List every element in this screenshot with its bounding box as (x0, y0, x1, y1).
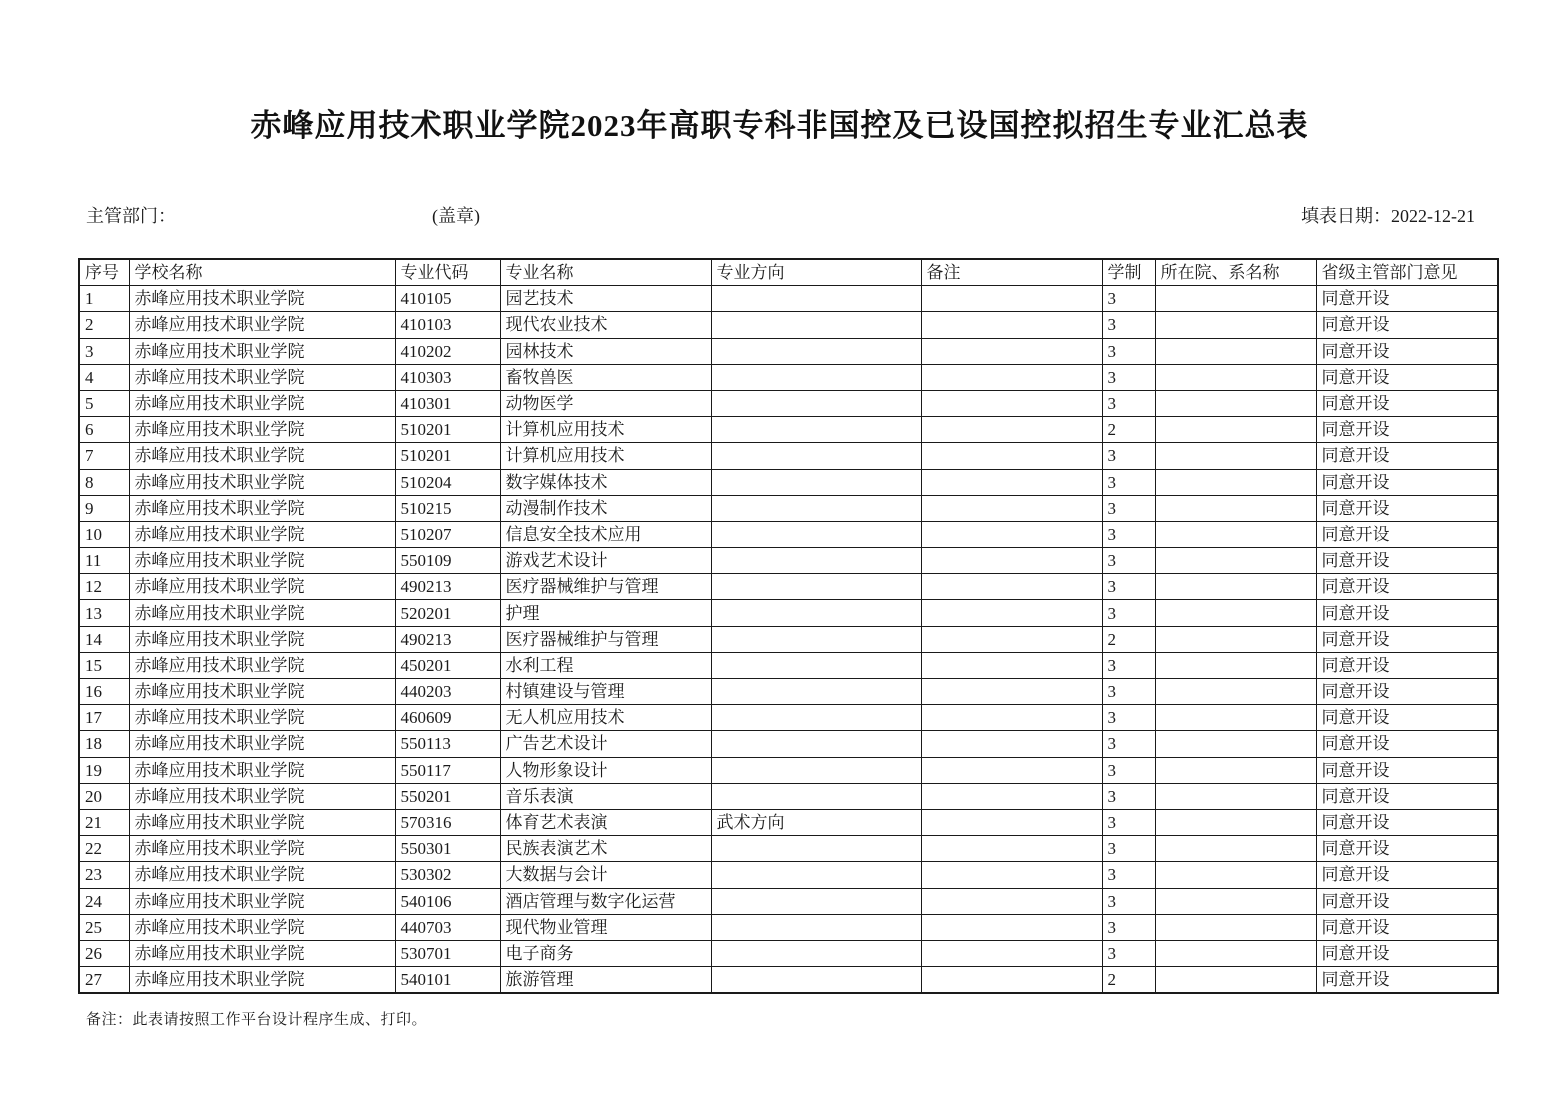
cell-remark (921, 548, 1102, 574)
cell-department-name (1155, 705, 1316, 731)
cell-seq: 2 (79, 312, 129, 338)
cell-department-name (1155, 286, 1316, 312)
cell-remark (921, 757, 1102, 783)
cell-department-name (1155, 783, 1316, 809)
cell-duration: 3 (1102, 731, 1155, 757)
cell-provincial-opinion: 同意开设 (1316, 548, 1498, 574)
cell-department-name (1155, 967, 1316, 994)
cell-remark (921, 417, 1102, 443)
cell-major-code: 510201 (395, 417, 500, 443)
cell-provincial-opinion: 同意开设 (1316, 652, 1498, 678)
cell-remark (921, 338, 1102, 364)
cell-major-code: 410105 (395, 286, 500, 312)
cell-provincial-opinion: 同意开设 (1316, 679, 1498, 705)
cell-school-name: 赤峰应用技术职业学院 (129, 967, 395, 994)
cell-provincial-opinion: 同意开设 (1316, 626, 1498, 652)
cell-duration: 3 (1102, 809, 1155, 835)
cell-major-code: 410202 (395, 338, 500, 364)
cell-major-code: 410301 (395, 390, 500, 416)
cell-major-direction (711, 574, 921, 600)
cell-remark (921, 521, 1102, 547)
cell-department-name (1155, 809, 1316, 835)
cell-school-name: 赤峰应用技术职业学院 (129, 495, 395, 521)
cell-seq: 5 (79, 390, 129, 416)
cell-school-name: 赤峰应用技术职业学院 (129, 940, 395, 966)
cell-department-name (1155, 757, 1316, 783)
cell-provincial-opinion: 同意开设 (1316, 312, 1498, 338)
cell-major-name: 信息安全技术应用 (500, 521, 711, 547)
cell-remark (921, 862, 1102, 888)
cell-major-direction (711, 731, 921, 757)
cell-major-direction (711, 940, 921, 966)
cell-seq: 4 (79, 364, 129, 390)
cell-duration: 3 (1102, 940, 1155, 966)
cell-major-name: 酒店管理与数字化运营 (500, 888, 711, 914)
cell-seq: 21 (79, 809, 129, 835)
cell-school-name: 赤峰应用技术职业学院 (129, 705, 395, 731)
cell-major-direction (711, 679, 921, 705)
cell-remark (921, 574, 1102, 600)
cell-major-direction (711, 862, 921, 888)
cell-school-name: 赤峰应用技术职业学院 (129, 626, 395, 652)
cell-department-name (1155, 574, 1316, 600)
cell-seq: 8 (79, 469, 129, 495)
cell-duration: 2 (1102, 626, 1155, 652)
seal-label: (盖章) (432, 206, 480, 226)
department-label: 主管部门： (86, 206, 176, 226)
cell-major-name: 人物形象设计 (500, 757, 711, 783)
cell-duration: 3 (1102, 390, 1155, 416)
table-row (79, 626, 1498, 652)
cell-duration: 3 (1102, 338, 1155, 364)
cell-provincial-opinion: 同意开设 (1316, 364, 1498, 390)
cell-major-code: 510207 (395, 521, 500, 547)
cell-provincial-opinion: 同意开设 (1316, 783, 1498, 809)
cell-school-name: 赤峰应用技术职业学院 (129, 338, 395, 364)
table-row (79, 705, 1498, 731)
table-row (79, 338, 1498, 364)
cell-department-name (1155, 495, 1316, 521)
cell-seq: 12 (79, 574, 129, 600)
cell-major-name: 园艺技术 (500, 286, 711, 312)
cell-school-name: 赤峰应用技术职业学院 (129, 390, 395, 416)
table-row (79, 443, 1498, 469)
cell-major-name: 民族表演艺术 (500, 836, 711, 862)
cell-school-name: 赤峰应用技术职业学院 (129, 783, 395, 809)
cell-duration: 3 (1102, 286, 1155, 312)
cell-seq: 19 (79, 757, 129, 783)
cell-major-direction (711, 757, 921, 783)
cell-major-name: 护理 (500, 600, 711, 626)
cell-duration: 3 (1102, 548, 1155, 574)
cell-major-name: 计算机应用技术 (500, 443, 711, 469)
cell-major-direction (711, 390, 921, 416)
cell-department-name (1155, 652, 1316, 678)
cell-major-name: 数字媒体技术 (500, 469, 711, 495)
cell-major-direction (711, 417, 921, 443)
cell-seq: 6 (79, 417, 129, 443)
table-row (79, 495, 1498, 521)
table-header-row (79, 259, 1498, 286)
cell-school-name: 赤峰应用技术职业学院 (129, 600, 395, 626)
cell-major-code: 490213 (395, 626, 500, 652)
table-row (79, 940, 1498, 966)
cell-department-name (1155, 888, 1316, 914)
cell-seq: 23 (79, 862, 129, 888)
cell-remark (921, 469, 1102, 495)
cell-seq: 16 (79, 679, 129, 705)
cell-remark (921, 626, 1102, 652)
cell-duration: 3 (1102, 783, 1155, 809)
cell-seq: 14 (79, 626, 129, 652)
cell-major-name: 动漫制作技术 (500, 495, 711, 521)
table-row (79, 731, 1498, 757)
cell-provincial-opinion: 同意开设 (1316, 705, 1498, 731)
cell-remark (921, 967, 1102, 994)
cell-duration: 3 (1102, 757, 1155, 783)
cell-remark (921, 809, 1102, 835)
cell-seq: 18 (79, 731, 129, 757)
cell-seq: 10 (79, 521, 129, 547)
col-header-major-code: 专业代码 (395, 259, 500, 286)
cell-major-direction (711, 783, 921, 809)
table-row (79, 679, 1498, 705)
cell-department-name (1155, 390, 1316, 416)
cell-provincial-opinion: 同意开设 (1316, 600, 1498, 626)
cell-major-name: 游戏艺术设计 (500, 548, 711, 574)
cell-major-direction (711, 914, 921, 940)
cell-major-name: 村镇建设与管理 (500, 679, 711, 705)
cell-school-name: 赤峰应用技术职业学院 (129, 862, 395, 888)
cell-seq: 17 (79, 705, 129, 731)
cell-remark (921, 705, 1102, 731)
cell-remark (921, 783, 1102, 809)
cell-duration: 2 (1102, 967, 1155, 994)
col-header-seq: 序号 (79, 259, 129, 286)
cell-major-code: 540101 (395, 967, 500, 994)
cell-school-name: 赤峰应用技术职业学院 (129, 836, 395, 862)
cell-provincial-opinion: 同意开设 (1316, 836, 1498, 862)
cell-remark (921, 679, 1102, 705)
cell-duration: 3 (1102, 705, 1155, 731)
cell-remark (921, 495, 1102, 521)
cell-provincial-opinion: 同意开设 (1316, 757, 1498, 783)
cell-major-name: 现代物业管理 (500, 914, 711, 940)
cell-major-name: 体育艺术表演 (500, 809, 711, 835)
cell-duration: 3 (1102, 862, 1155, 888)
cell-major-name: 电子商务 (500, 940, 711, 966)
table-row (79, 521, 1498, 547)
cell-provincial-opinion: 同意开设 (1316, 862, 1498, 888)
table-row (79, 967, 1498, 994)
majors-summary-table (78, 258, 1499, 994)
cell-department-name (1155, 600, 1316, 626)
table-row (79, 417, 1498, 443)
cell-major-direction (711, 286, 921, 312)
cell-duration: 3 (1102, 521, 1155, 547)
cell-school-name: 赤峰应用技术职业学院 (129, 731, 395, 757)
cell-major-direction: 武术方向 (711, 809, 921, 835)
table-row (79, 364, 1498, 390)
cell-provincial-opinion: 同意开设 (1316, 495, 1498, 521)
cell-provincial-opinion: 同意开设 (1316, 469, 1498, 495)
cell-major-name: 无人机应用技术 (500, 705, 711, 731)
cell-department-name (1155, 940, 1316, 966)
cell-department-name (1155, 731, 1316, 757)
cell-remark (921, 731, 1102, 757)
cell-seq: 27 (79, 967, 129, 994)
cell-school-name: 赤峰应用技术职业学院 (129, 548, 395, 574)
cell-provincial-opinion: 同意开设 (1316, 888, 1498, 914)
cell-provincial-opinion: 同意开设 (1316, 967, 1498, 994)
cell-provincial-opinion: 同意开设 (1316, 443, 1498, 469)
cell-major-direction (711, 967, 921, 994)
cell-department-name (1155, 626, 1316, 652)
cell-school-name: 赤峰应用技术职业学院 (129, 364, 395, 390)
cell-major-direction (711, 443, 921, 469)
cell-duration: 3 (1102, 679, 1155, 705)
col-header-major-name: 专业名称 (500, 259, 711, 286)
cell-department-name (1155, 548, 1316, 574)
cell-major-name: 音乐表演 (500, 783, 711, 809)
cell-major-name: 动物医学 (500, 390, 711, 416)
cell-remark (921, 390, 1102, 416)
cell-seq: 3 (79, 338, 129, 364)
table-row (79, 888, 1498, 914)
table-row (79, 652, 1498, 678)
cell-seq: 1 (79, 286, 129, 312)
cell-department-name (1155, 469, 1316, 495)
cell-department-name (1155, 417, 1316, 443)
cell-seq: 13 (79, 600, 129, 626)
cell-major-direction (711, 600, 921, 626)
cell-major-code: 550117 (395, 757, 500, 783)
cell-duration: 3 (1102, 600, 1155, 626)
cell-major-code: 550109 (395, 548, 500, 574)
table-row (79, 390, 1498, 416)
cell-provincial-opinion: 同意开设 (1316, 809, 1498, 835)
table-row (79, 574, 1498, 600)
cell-seq: 22 (79, 836, 129, 862)
fill-date (1301, 202, 1475, 228)
cell-major-code: 530701 (395, 940, 500, 966)
table-row (79, 600, 1498, 626)
cell-remark (921, 443, 1102, 469)
cell-major-direction (711, 705, 921, 731)
table-row (79, 783, 1498, 809)
cell-seq: 26 (79, 940, 129, 966)
cell-major-code: 410103 (395, 312, 500, 338)
cell-department-name (1155, 521, 1316, 547)
cell-provincial-opinion: 同意开设 (1316, 338, 1498, 364)
table-row (79, 312, 1498, 338)
cell-provincial-opinion: 同意开设 (1316, 574, 1498, 600)
fill-date-value: 2022-12-21 (1391, 206, 1475, 226)
cell-school-name: 赤峰应用技术职业学院 (129, 443, 395, 469)
cell-major-code: 440203 (395, 679, 500, 705)
cell-duration: 2 (1102, 417, 1155, 443)
cell-major-direction (711, 312, 921, 338)
cell-seq: 25 (79, 914, 129, 940)
cell-major-code: 410303 (395, 364, 500, 390)
cell-seq: 15 (79, 652, 129, 678)
cell-major-name: 计算机应用技术 (500, 417, 711, 443)
cell-duration: 3 (1102, 836, 1155, 862)
table-row (79, 862, 1498, 888)
cell-duration: 3 (1102, 364, 1155, 390)
cell-major-code: 490213 (395, 574, 500, 600)
table-row (79, 809, 1498, 835)
cell-major-code: 510215 (395, 495, 500, 521)
cell-major-code: 460609 (395, 705, 500, 731)
cell-major-code: 510201 (395, 443, 500, 469)
col-header-provincial-opinion: 省级主管部门意见 (1316, 259, 1498, 286)
cell-remark (921, 888, 1102, 914)
cell-major-direction (711, 521, 921, 547)
cell-provincial-opinion: 同意开设 (1316, 521, 1498, 547)
cell-major-code: 530302 (395, 862, 500, 888)
col-header-department-name: 所在院、系名称 (1155, 259, 1316, 286)
cell-major-name: 水利工程 (500, 652, 711, 678)
cell-major-direction (711, 548, 921, 574)
cell-remark (921, 914, 1102, 940)
cell-major-name: 大数据与会计 (500, 862, 711, 888)
cell-school-name: 赤峰应用技术职业学院 (129, 888, 395, 914)
cell-provincial-opinion: 同意开设 (1316, 914, 1498, 940)
cell-major-direction (711, 836, 921, 862)
cell-major-code: 520201 (395, 600, 500, 626)
cell-major-direction (711, 888, 921, 914)
cell-major-code: 510204 (395, 469, 500, 495)
cell-provincial-opinion: 同意开设 (1316, 731, 1498, 757)
cell-major-direction (711, 469, 921, 495)
cell-major-code: 550113 (395, 731, 500, 757)
cell-provincial-opinion: 同意开设 (1316, 940, 1498, 966)
table-row (79, 757, 1498, 783)
cell-department-name (1155, 338, 1316, 364)
cell-major-direction (711, 364, 921, 390)
table-row (79, 286, 1498, 312)
cell-school-name: 赤峰应用技术职业学院 (129, 652, 395, 678)
cell-department-name (1155, 862, 1316, 888)
cell-major-direction (711, 626, 921, 652)
cell-school-name: 赤峰应用技术职业学院 (129, 286, 395, 312)
cell-school-name: 赤峰应用技术职业学院 (129, 312, 395, 338)
cell-major-code: 550201 (395, 783, 500, 809)
table-row (79, 914, 1498, 940)
cell-school-name: 赤峰应用技术职业学院 (129, 679, 395, 705)
cell-seq: 24 (79, 888, 129, 914)
page-title: 赤峰应用技术职业学院2023年高职专科非国控及已设国控拟招生专业汇总表 (250, 108, 1309, 143)
table-row (79, 836, 1498, 862)
cell-major-code: 450201 (395, 652, 500, 678)
cell-provincial-opinion: 同意开设 (1316, 417, 1498, 443)
cell-seq: 20 (79, 783, 129, 809)
cell-seq: 7 (79, 443, 129, 469)
cell-major-code: 540106 (395, 888, 500, 914)
cell-major-name: 广告艺术设计 (500, 731, 711, 757)
cell-duration: 3 (1102, 312, 1155, 338)
cell-seq: 9 (79, 495, 129, 521)
cell-duration: 3 (1102, 443, 1155, 469)
cell-major-name: 旅游管理 (500, 967, 711, 994)
cell-remark (921, 940, 1102, 966)
cell-remark (921, 364, 1102, 390)
cell-department-name (1155, 443, 1316, 469)
cell-major-name: 医疗器械维护与管理 (500, 626, 711, 652)
cell-duration: 3 (1102, 914, 1155, 940)
cell-school-name: 赤峰应用技术职业学院 (129, 809, 395, 835)
col-header-duration: 学制 (1102, 259, 1155, 286)
table-body (79, 286, 1498, 994)
cell-department-name (1155, 836, 1316, 862)
footnote: 备注：此表请按照工作平台设计程序生成、打印。 (86, 1012, 428, 1028)
cell-provincial-opinion: 同意开设 (1316, 390, 1498, 416)
cell-seq: 11 (79, 548, 129, 574)
cell-department-name (1155, 679, 1316, 705)
cell-remark (921, 600, 1102, 626)
cell-remark (921, 652, 1102, 678)
cell-provincial-opinion: 同意开设 (1316, 286, 1498, 312)
cell-school-name: 赤峰应用技术职业学院 (129, 757, 395, 783)
cell-department-name (1155, 914, 1316, 940)
cell-major-code: 550301 (395, 836, 500, 862)
cell-duration: 3 (1102, 888, 1155, 914)
cell-major-direction (711, 495, 921, 521)
cell-major-name: 园林技术 (500, 338, 711, 364)
cell-remark (921, 312, 1102, 338)
cell-duration: 3 (1102, 469, 1155, 495)
cell-major-name: 医疗器械维护与管理 (500, 574, 711, 600)
cell-duration: 3 (1102, 495, 1155, 521)
cell-major-code: 570316 (395, 809, 500, 835)
cell-school-name: 赤峰应用技术职业学院 (129, 469, 395, 495)
cell-major-direction (711, 652, 921, 678)
cell-department-name (1155, 364, 1316, 390)
col-header-school-name: 学校名称 (129, 259, 395, 286)
col-header-remark: 备注 (921, 259, 1102, 286)
cell-duration: 3 (1102, 652, 1155, 678)
cell-school-name: 赤峰应用技术职业学院 (129, 417, 395, 443)
cell-duration: 3 (1102, 574, 1155, 600)
cell-major-name: 畜牧兽医 (500, 364, 711, 390)
fill-date-label: 填表日期： (1301, 206, 1391, 226)
cell-school-name: 赤峰应用技术职业学院 (129, 574, 395, 600)
table-row (79, 548, 1498, 574)
cell-major-code: 440703 (395, 914, 500, 940)
cell-school-name: 赤峰应用技术职业学院 (129, 914, 395, 940)
table-row (79, 469, 1498, 495)
cell-major-direction (711, 338, 921, 364)
cell-major-name: 现代农业技术 (500, 312, 711, 338)
cell-remark (921, 286, 1102, 312)
cell-remark (921, 836, 1102, 862)
cell-department-name (1155, 312, 1316, 338)
cell-school-name: 赤峰应用技术职业学院 (129, 521, 395, 547)
col-header-major-direction: 专业方向 (711, 259, 921, 286)
